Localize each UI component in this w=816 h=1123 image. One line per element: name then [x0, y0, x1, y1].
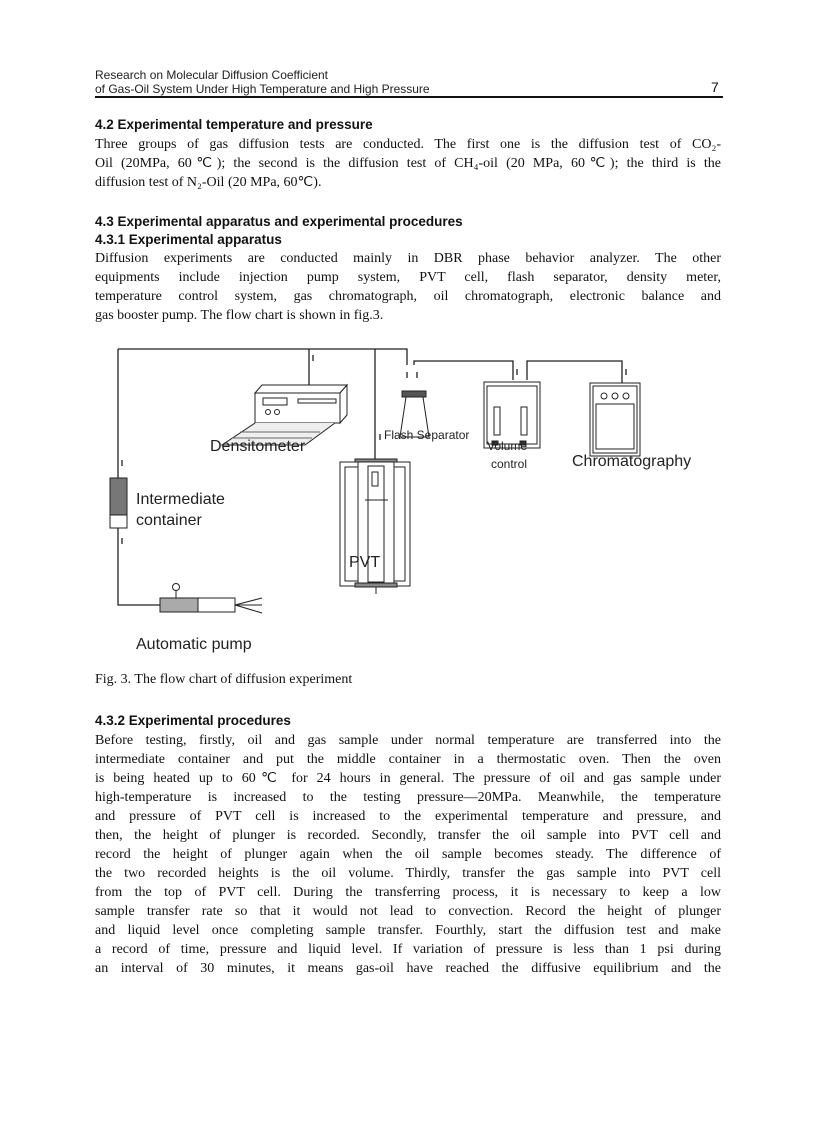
text-line: is being heated up to 60℃ for 24 hours in general. The pressure of oil and gas sample under — [95, 771, 721, 786]
figure-caption: Fig. 3. The flow chart of diffusion experiment — [95, 672, 353, 687]
text-line: and liquid level once completing sample transfer. Fourthly, start the diffusion test and make — [95, 923, 721, 938]
section-heading-4-3-2: 4.3.2 Experimental procedures — [95, 713, 291, 728]
label-container: container — [136, 512, 202, 529]
paragraph-4-3-2 — [95, 731, 721, 978]
label-densitometer: Densitometer — [210, 438, 306, 455]
section-heading-4-3: 4.3 Experimental apparatus and experimental procedures — [95, 214, 463, 229]
text-line: Before testing, firstly, oil and gas sample under normal temperature are transferred into the — [95, 733, 721, 748]
text-line: Oil (20MPa, 60℃); the second is the diffusion test of CH₄-oil (20 MPa, 60℃); the third is the — [95, 156, 721, 171]
text-line: then, the height of plunger is recorded. Secondly, transfer the oil sample into PVT cell and — [95, 828, 721, 843]
text-line: temperature control system, gas chromatograph, oil chromatograph, electronic balance and — [95, 289, 721, 304]
running-header-line1: Research on Molecular Diffusion Coefficient — [95, 68, 329, 82]
chromatograph-icon — [590, 383, 640, 456]
text-line: the two recorded heights is the oil volume. Thirdly, transfer the gas sample into PVT cell — [95, 866, 721, 881]
text-line: an interval of 30 minutes, it means gas-oil have reached the diffusive equilibrium and the — [95, 961, 721, 976]
label-flash-separator: Flash Separator — [384, 428, 470, 442]
text-line: high-temperature is increased to the testing pressure—20MPa. Meanwhile, the temperature — [95, 790, 721, 805]
automatic-pump-icon — [160, 584, 262, 614]
text-line: and pressure of PVT cell is increased to the experimental temperature and pressure, and — [95, 809, 721, 824]
text-line: from the top of PVT cell. During the transferring process, it is necessary to keep a low — [95, 885, 721, 900]
intermediate-container-icon — [110, 478, 127, 528]
label-chromatography: Chromatography — [572, 453, 692, 470]
text-line: gas booster pump. The flow chart is shown in fig.3. — [95, 308, 384, 323]
label-volume-control-1: Volume — [487, 439, 528, 453]
page-number: 7 — [711, 79, 719, 95]
label-volume-control-2: control — [491, 457, 528, 471]
densitometer-icon — [222, 385, 347, 445]
section-heading-4-3-1: 4.3.1 Experimental apparatus — [95, 232, 282, 247]
text-line: a record of time, pressure and liquid level. If variation of pressure is less than 1 psi during — [95, 942, 721, 957]
text-line: Three groups of gas diffusion tests are conducted. The first one is the diffusion test of CO₂- — [95, 137, 721, 152]
section-heading-4-2: 4.2 Experimental temperature and pressure — [95, 117, 373, 132]
pvt-cell-icon — [340, 459, 410, 594]
text-line: Diffusion experiments are conducted mainly in DBR phase behavior analyzer. The other — [95, 251, 721, 266]
label-intermediate: Intermediate — [136, 491, 225, 508]
text-line: record the height of plunger again when the oil sample becomes steady. The difference of — [95, 847, 721, 862]
text-line: diffusion test of N₂-Oil (20 MPa, 60℃). — [95, 175, 322, 190]
text-line: equipments include injection pump system, PVT cell, flash separator, density meter, — [95, 270, 721, 285]
running-header-line2: of Gas-Oil System Under High Temperature and High Pressure — [95, 82, 430, 96]
label-automatic-pump: Automatic pump — [136, 636, 252, 653]
text-line: intermediate container and put the middle container in a thermostatic oven. Then the oven — [95, 752, 721, 767]
label-pvt: PVT — [349, 554, 381, 571]
text-line: sample transfer rate so that it would not lead to convection. Record the height of plunger — [95, 904, 721, 919]
